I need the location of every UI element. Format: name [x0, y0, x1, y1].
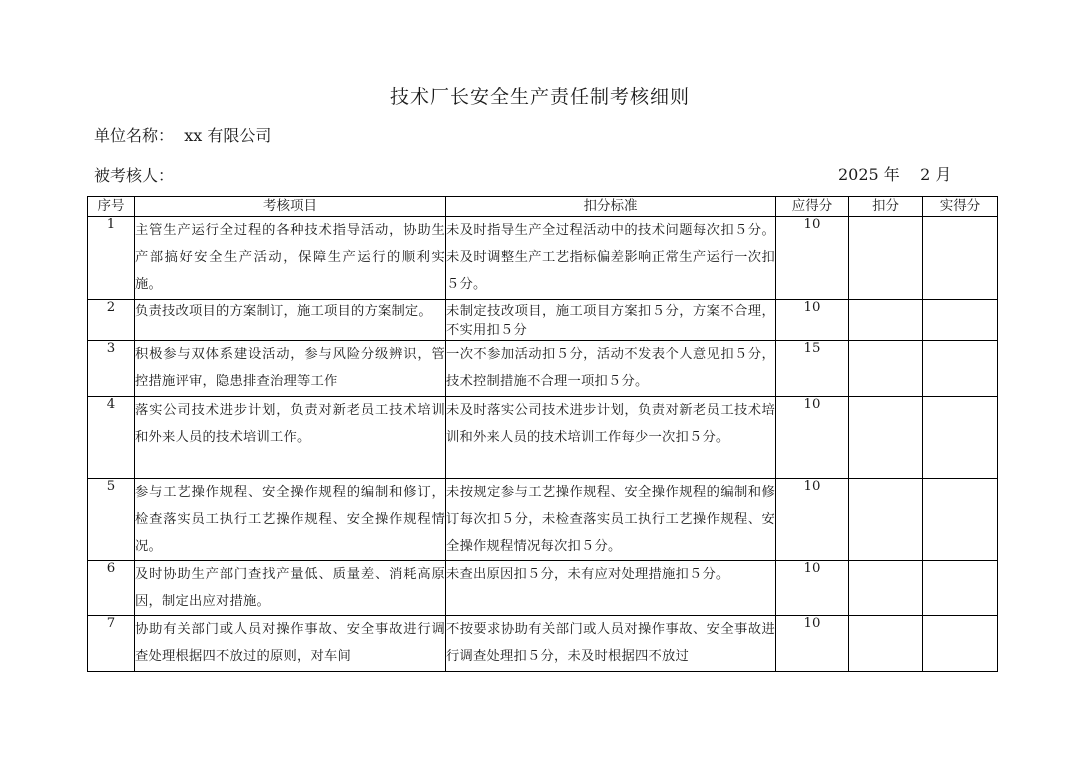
- header-seq: 序号: [88, 197, 135, 217]
- table-row: [88, 300, 998, 341]
- row-due-score: 15: [776, 341, 849, 397]
- row-actual-score-cell[interactable]: [923, 616, 998, 672]
- row-deduction-cell[interactable]: [849, 479, 923, 561]
- row-deduction-cell[interactable]: [849, 217, 923, 300]
- row-item: 主管生产运行全过程的各种技术指导活动，协助生产部搞好安全生产活动，保障生产运行的顺利实施。: [135, 217, 446, 300]
- assessment-table: [87, 196, 998, 672]
- table-row: [88, 616, 998, 672]
- row-deduction-cell[interactable]: [849, 397, 923, 479]
- header-deduction: 扣分: [849, 197, 923, 217]
- row-actual-score-cell[interactable]: [923, 341, 998, 397]
- row-actual-score-cell[interactable]: [923, 561, 998, 616]
- row-item: 积极参与双体系建设活动，参与风险分级辨识，管控措施评审，隐患排查治理等工作: [135, 341, 446, 397]
- row-seq: 1: [88, 217, 135, 300]
- table-row: [88, 341, 998, 397]
- row-due-score: 10: [776, 616, 849, 672]
- month-field: 2 月: [920, 165, 952, 184]
- row-due-score: 10: [776, 479, 849, 561]
- row-standard: 未及时落实公司技术进步计划，负责对新老员工技术培训和外来人员的技术培训工作每少一次扣５分。: [446, 397, 776, 479]
- row-actual-score-cell[interactable]: [923, 397, 998, 479]
- row-deduction-cell[interactable]: [849, 300, 923, 341]
- row-seq: 5: [88, 479, 135, 561]
- row-due-score: 10: [776, 561, 849, 616]
- year-field: 2025 年: [838, 165, 900, 184]
- row-due-score: 10: [776, 397, 849, 479]
- row-item: 参与工艺操作规程、安全操作规程的编制和修订，检查落实员工执行工艺操作规程、安全操作规程情况。: [135, 479, 446, 561]
- row-standard: 一次不参加活动扣５分，活动不发表个人意见扣５分，技术控制措施不合理一项扣５分。: [446, 341, 776, 397]
- unit-label: 单位名称：: [94, 126, 175, 145]
- row-item: 协助有关部门或人员对操作事故、安全事故进行调查处理根据四不放过的原则，对车间: [135, 616, 446, 672]
- header-actual-score: 实得分: [923, 197, 998, 217]
- header-standard: 扣分标准: [446, 197, 776, 217]
- row-seq: 3: [88, 341, 135, 397]
- table-row: [88, 397, 998, 479]
- table-header-row: [88, 197, 998, 217]
- header-due-score: 应得分: [776, 197, 849, 217]
- row-seq: 6: [88, 561, 135, 616]
- row-standard: 未按规定参与工艺操作规程、安全操作规程的编制和修订每次扣５分，未检查落实员工执行工艺操作规程、安全操作规程情况每次扣５分。: [446, 479, 776, 561]
- row-actual-score-cell[interactable]: [923, 300, 998, 341]
- row-actual-score-cell[interactable]: [923, 217, 998, 300]
- row-item: 落实公司技术进步计划，负责对新老员工技术培训和外来人员的技术培训工作。: [135, 397, 446, 479]
- row-item: 及时协助生产部门查找产量低、质量差、消耗高原因，制定出应对措施。: [135, 561, 446, 616]
- row-item: 负责技改项目的方案制订，施工项目的方案制定。: [135, 300, 446, 341]
- header-item: 考核项目: [135, 197, 446, 217]
- row-due-score: 10: [776, 300, 849, 341]
- row-actual-score-cell[interactable]: [923, 479, 998, 561]
- row-seq: 2: [88, 300, 135, 341]
- unit-line: [94, 125, 271, 147]
- row-deduction-cell[interactable]: [849, 561, 923, 616]
- row-deduction-cell[interactable]: [849, 616, 923, 672]
- assessment-period: [838, 164, 951, 186]
- table-row: [88, 479, 998, 561]
- row-standard: 不按要求协助有关部门或人员对操作事故、安全事故进行调查处理扣５分，未及时根据四不放过: [446, 616, 776, 672]
- assessee-label: 被考核人：: [94, 166, 175, 185]
- row-standard: 未制定技改项目，施工项目方案扣５分，方案不合理，不实用扣５分: [446, 300, 776, 341]
- unit-value: xx 有限公司: [184, 126, 272, 145]
- row-standard: 未及时指导生产全过程活动中的技术问题每次扣５分。未及时调整生产工艺指标偏差影响正常生产运行一次扣５分。: [446, 217, 776, 300]
- table-row: [88, 217, 998, 300]
- row-seq: 4: [88, 397, 135, 479]
- document-title: 技术厂长安全生产责任制考核细则: [389, 86, 690, 108]
- row-seq: 7: [88, 616, 135, 672]
- row-due-score: 10: [776, 217, 849, 300]
- row-deduction-cell[interactable]: [849, 341, 923, 397]
- table-row: [88, 561, 998, 616]
- row-standard: 未查出原因扣５分，未有应对处理措施扣５分。: [446, 561, 776, 616]
